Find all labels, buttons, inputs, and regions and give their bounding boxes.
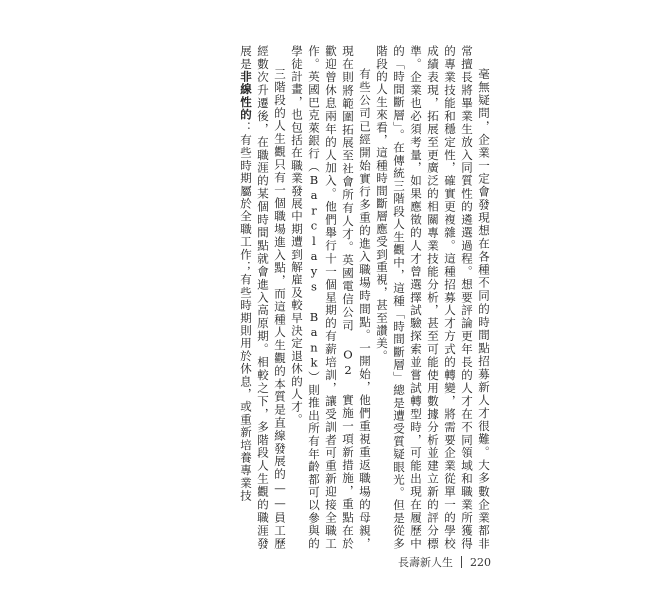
page-footer bbox=[398, 553, 491, 571]
body-text bbox=[180, 45, 492, 550]
paragraph-3 bbox=[237, 45, 288, 550]
running-title: 長壽新人生 bbox=[398, 556, 453, 569]
paragraph-3-text-b: ：有些時期屬於全職工作；有些時期則用於休息，或重新培養專業技 bbox=[239, 121, 253, 503]
paragraph-3-text-a: 三階段的人生觀只有一個職場進入點，而這種人生觀的本質是直線發展的——員工歷經數次升遷後，在職涯的某個時間點就會進入高原期。相較之下，多階段人生觀的職涯發展是 bbox=[239, 45, 287, 550]
page-number: 220 bbox=[470, 555, 491, 569]
paragraph-1-text: 毫無疑問，企業一定會發現想在各種不同的時間點招募新人才很難。大多數企業都非常擅長將畢業生放入同質性的遴選過程。想要評論更年長的人才在不同領域和職業所獲得的專業技能和穩定性，確實更複雜。這種招募人才方式的轉變，將需要企業從單一的學校成績表現，拓展至更廣泛的相關專業技能分析，甚至可能使用數據分析並建立新的評分標準。企業也必須考量，如果應徵的人才曾選擇試驗探索並嘗試轉型時，可能出現在履歷中的「時間斷層」。在傳統三階段人生觀中，這種「時間斷層」總是遭受質疑眼光。但是從多階段的人生來看，這種時間斷層應受到重視，甚至讚美。 bbox=[375, 45, 491, 550]
paragraph-2 bbox=[288, 45, 373, 550]
paragraph-1 bbox=[373, 45, 492, 550]
paragraph-2-text: 有些公司已經開始實行多重的進入職場時間點。一開始，他們重視重返職場的母親，現在則將範圍拓展至社會所有人才。英國電信公司 O2 實施一項新措施，重點在於歡迎曾休息兩年的人加入。他們舉行十一個星期的有薪培訓，讓受訓者可重新迎接全職工作。英國巴克萊銀行（Barclays Bank）則推出所有年齡都可以參與的學徒計畫，也包括在職業發展中期遭到解雇及較早決定退休的人才。 bbox=[290, 45, 372, 550]
footer-separator bbox=[461, 556, 462, 568]
paragraph-3-bold-term: 非線性的 bbox=[239, 70, 253, 122]
